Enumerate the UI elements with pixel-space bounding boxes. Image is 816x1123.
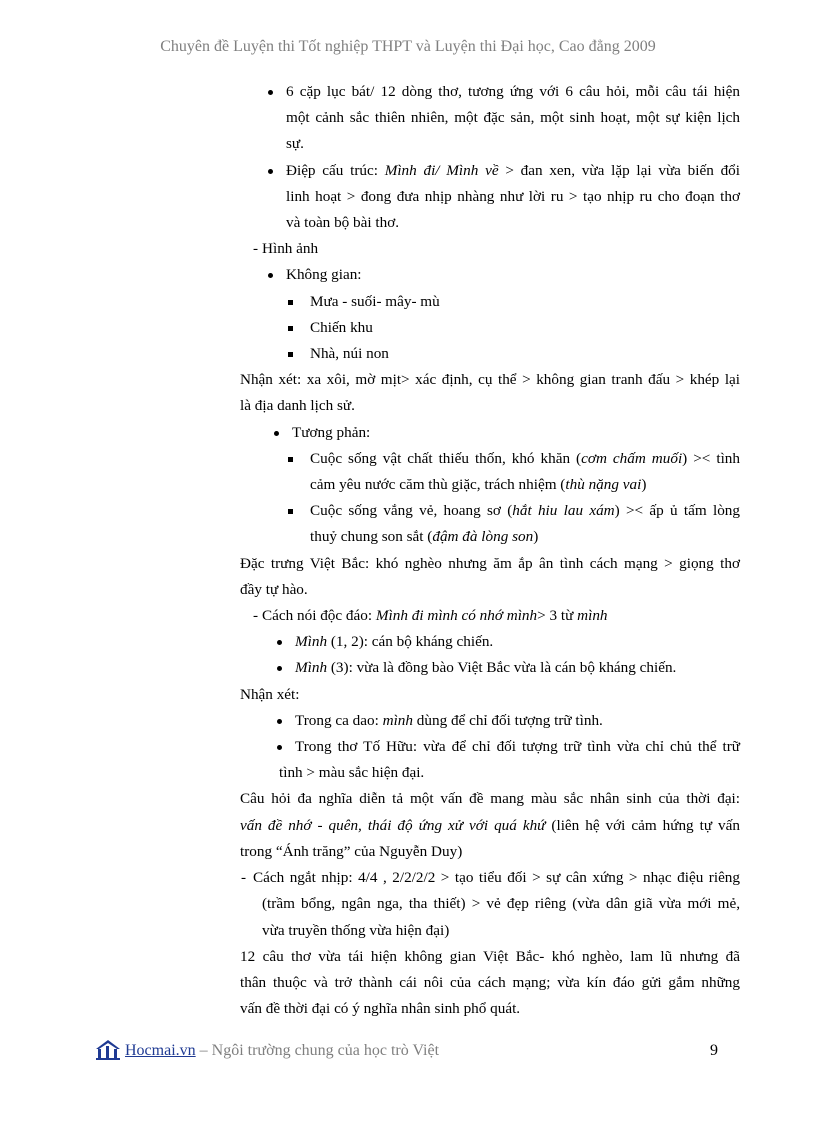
bullet-dot-icon — [274, 420, 279, 446]
bullet-dot-icon — [277, 708, 282, 734]
bullet-luc-bat: 6 cặp lục bát/ 12 dòng thơ, tương ứng với 6 câu hỏi, mỗi câu tái hiện — [286, 79, 740, 105]
dash-marker: - — [241, 869, 247, 887]
bullet-minh-2: Mình (3): vừa là đồng bào Việt Bắc vừa là cán bộ kháng chiến. — [295, 655, 740, 681]
document-body: 6 cặp lục bát/ 12 dòng thơ, tương ứng với 6 câu hỏi, mỗi câu tái hiện một cảnh sắc thiên nhiên, một đặc sản, một sinh hoạt, một sự kiện lịch sự. Điệp cấu trúc: Mình đi/ Mình về > đan xen, vừa lặp lại vừa biến đổi linh hoạt > đong đưa nhịp nhàng như lời ru > tạo nhịp ru cho đoạn thơ và toàn bộ bài thơ. - Hình ảnh Không gian: Mưa - suối- mây- mù Chiến khu Nhà, núi non Nhận xét: xa xôi, mờ mịt> xác định, cụ thể > không gian tranh đấu > khép lại là địa danh lịch sử. Tương phản: Cuộc sống vật chất thiếu thốn, khó khăn (cơm chấm muối) >< tình cảm yêu nước căm thù giặc, trách nhiệm (thù nặng vai) Cuộc sống vắng vẻ, hoang sơ (hắt hiu lau xám) >< ấp ủ tấm lòng thuỷ chung son sắt (đậm đà lòng son) Đặc trưng Việt Bắc: khó nghèo nhưng ăm ắp ân tình cách mạng > giọng thơ đầy tự hào. - Cách nói độc đáo: Mình đi mình có nhớ mình> 3 từ mình Mình (1, 2): cán bộ kháng chiến. Mình (3): vừa là đồng bào Việt Bắc vừa là cán bộ kháng chiến. Nhận xét: Trong ca dao: mình dùng để chỉ đối tượng trữ tình. Trong thơ Tố Hữu: vừa để chỉ đối tượng trữ tình vừa chỉ chủ thể trữ tình > màu sắc hiện đại. Câu hỏi đa nghĩa diễn tả một vấn đề mang màu sắc nhân sinh của thời đại: vấn đề nhớ - quên, thái độ ứng xử với quá khứ (liên hệ với cảm hứng tự vấn trong “Ánh trăng” của Nguyễn Duy) - Cách ngắt nhịp: 4/4 , 2/2/2/2 > tạo tiểu đối > sự cân xứng > nhạc điệu riêng (trầm bổng, ngân nga, tha thiết) > vẻ đẹp riêng (vừa dân giã vừa mới mẻ, vừa truyền thống vừa hiện đại) 12 câu thơ vừa tái hiện không gian Việt Bắc- khó nghèo, lam lũ nhưng đã thân thuộc và trở thành cái nôi của cách mạng; vừa kín đáo gửi gắm những vấn đề thời đại có ý nghĩa nhân sinh phổ quát. — [240, 79, 740, 1022]
bullet-dot-icon — [268, 158, 273, 184]
bullet-khong-gian: Không gian: — [286, 262, 740, 288]
dash-marker: - — [253, 240, 259, 258]
square-bullet-icon — [288, 341, 293, 367]
bullet-ca-dao: Trong ca dao: mình dùng để chỉ đối tượng trữ tình. — [295, 708, 740, 734]
bullet-tuong-phan: Tương phản: — [292, 420, 740, 446]
list-item: Nhà, núi non — [310, 341, 740, 367]
list-item: Mưa - suối- mây- mù — [310, 289, 740, 315]
bullet-dot-icon — [268, 262, 273, 288]
bullet-dot-icon — [268, 79, 273, 105]
list-item: Chiến khu — [310, 315, 740, 341]
hocmai-logo-icon — [94, 1038, 122, 1062]
paragraph-ket-luan: 12 câu thơ vừa tái hiện không gian Việt Bắc- khó nghèo, lam lũ nhưng đã — [240, 947, 740, 965]
square-bullet-icon — [288, 315, 293, 341]
square-bullet-icon — [288, 446, 293, 472]
paragraph-cau-hoi: Câu hỏi đa nghĩa diễn tả một vấn đề mang màu sắc nhân sinh của thời đại: — [240, 790, 740, 808]
footer-tagline: – Ngôi trường chung của học trò Việt — [195, 1042, 440, 1059]
square-bullet-icon — [288, 498, 293, 524]
dash-marker: - — [253, 607, 259, 625]
brand-link[interactable]: Hocmai.vn — [125, 1042, 196, 1059]
page-header: Chuyên đề Luyện thi Tốt nghiệp THPT và Luyện thi Đại học, Cao đẳng 2009 — [160, 38, 656, 55]
bullet-diep-cau-truc: Điệp cấu trúc: Mình đi/ Mình về > đan xen, vừa lặp lại vừa biến đổi — [286, 158, 740, 184]
section-cach-noi: - Cách nói độc đáo: Mình đi mình có nhớ mình> 3 từ mình — [262, 603, 740, 629]
bullet-dot-icon — [277, 655, 282, 681]
list-item: Cuộc sống vắng vẻ, hoang sơ (hắt hiu lau xám) >< ấp ủ tấm lòng — [310, 498, 740, 524]
section-hinh-anh: - Hình ảnh — [262, 236, 740, 262]
square-bullet-icon — [288, 289, 293, 315]
paragraph-nhan-xet-2: Nhận xét: — [240, 685, 300, 703]
list-item: Cuộc sống vật chất thiếu thốn, khó khăn (cơm chấm muối) >< tình — [310, 446, 740, 472]
paragraph-dac-trung: Đặc trưng Việt Bắc: khó nghèo nhưng ăm ắp ân tình cách mạng > giọng thơ — [240, 554, 740, 572]
bullet-dot-icon — [277, 734, 282, 760]
section-ngat-nhip: - Cách ngắt nhịp: 4/4 , 2/2/2/2 > tạo tiểu đối > sự cân xứng > nhạc điệu riêng — [253, 865, 740, 891]
bullet-to-huu: Trong thơ Tố Hữu: vừa để chỉ đối tượng trữ tình vừa chỉ chủ thể trữ — [295, 734, 740, 760]
page-number: 9 — [710, 1042, 718, 1059]
page-footer — [94, 1038, 730, 1068]
paragraph-nhan-xet: Nhận xét: xa xôi, mờ mịt> xác định, cụ thể > không gian tranh đấu > khép lại — [240, 371, 740, 389]
bullet-minh-1: Mình (1, 2): cán bộ kháng chiến. — [295, 629, 740, 655]
bullet-dot-icon — [277, 629, 282, 655]
